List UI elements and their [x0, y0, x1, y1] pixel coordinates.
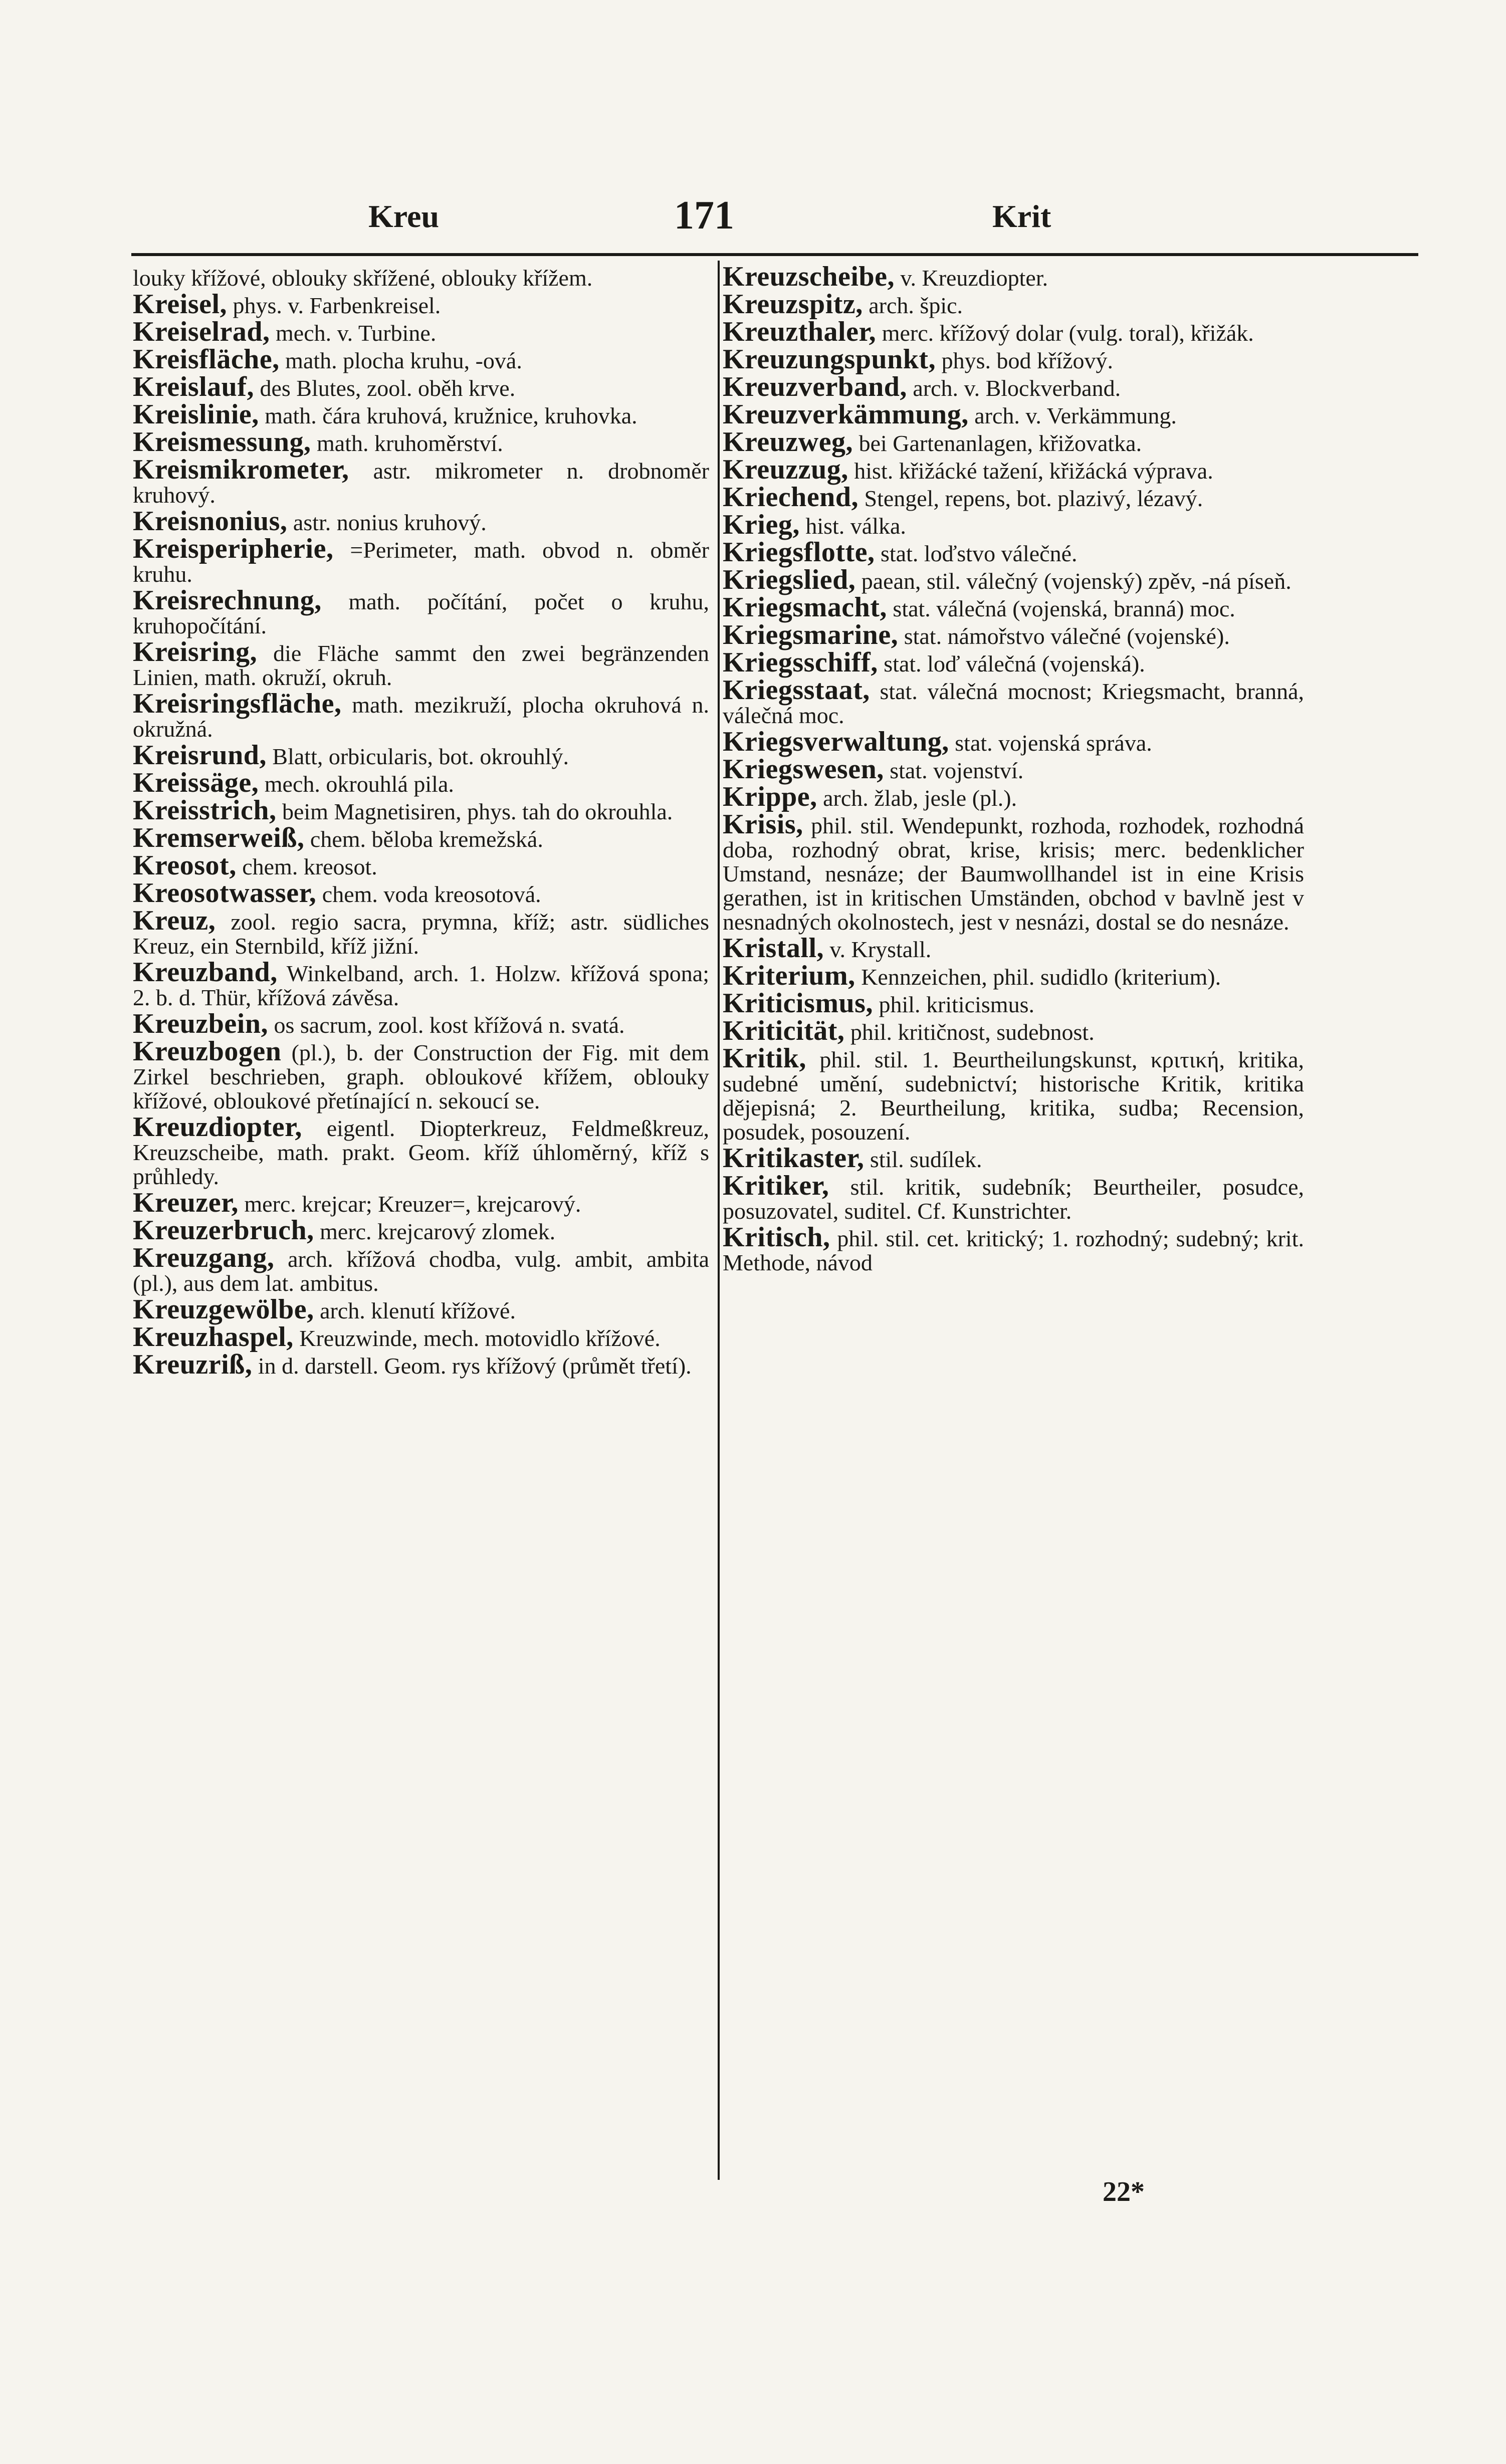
entry-headword: Kriechend, [723, 482, 858, 513]
entry-definition: arch. klenutí křížové. [320, 1298, 516, 1323]
dictionary-entry [133, 1242, 710, 1296]
entry-headword: Kriegsflotte, [723, 537, 875, 568]
entry-headword: Kreuzgewölbe, [133, 1294, 314, 1325]
entry-headword: Kreuzthaler, [723, 316, 877, 347]
dictionary-entry [133, 506, 709, 537]
entry-definition: merc. krejcarový zlomek. [320, 1219, 556, 1244]
dictionary-entry [723, 399, 1304, 430]
entry-headword: Kritiker, [723, 1170, 829, 1201]
dictionary-entry [133, 585, 709, 638]
entry-definition: math. plocha kruhu, -ová. [285, 348, 522, 373]
dictionary-entry [723, 675, 1305, 728]
header-rule [131, 253, 1418, 256]
entry-definition: in d. darstell. Geom. rys křížový (průmět třetí). [258, 1353, 692, 1379]
dictionary-entry [723, 933, 1304, 964]
entry-definition: arch. žlab, jesle (pl.). [823, 785, 1017, 811]
dictionary-entry [133, 265, 709, 290]
entry-definition: die Fläche sammt den zwei begränzenden Linien, math. okruží, okruh. [133, 640, 710, 690]
entry-headword: Kriegsmacht, [723, 592, 887, 623]
entry-definition: Blatt, orbicularis, bot. okrouhlý. [272, 744, 569, 769]
entry-definition: stat. válečná mocnost; Kriegsmacht, branná, válečná moc. [723, 679, 1305, 728]
dictionary-entry [133, 1349, 709, 1380]
entry-headword: Kreuzungspunkt, [723, 344, 936, 375]
entry-definition: Stengel, repens, bot. plazivý, lézavý. [864, 486, 1203, 511]
running-head-right: Krit [992, 198, 1051, 234]
entry-headword: Kreisel, [133, 289, 228, 320]
dictionary-entry [133, 740, 709, 771]
entry-definition: bei Gartenanlagen, křižovatka. [858, 430, 1142, 456]
entry-definition: Kennzeichen, phil. sudidlo (kriterium). [861, 964, 1221, 990]
dictionary-entry [133, 399, 709, 430]
entry-definition: phil. stil. Wendepunkt, rozhoda, rozhodek, rozhodná doba, rozhodný obrat, krise, krisis; merc. bedenklicher Umstand, nesnáze; der Baumwollhandel ist in eine Krisis gerathen, ist in kritischen Umständen, obchod v bavlně jest v nesnadných okolnostech, jest v nesnázi, dostal se do nesnáze. [723, 813, 1304, 935]
entry-headword: Kreuzdiopter, [133, 1111, 302, 1143]
entry-headword: Kreisperipherie, [133, 533, 334, 564]
dictionary-entry [723, 509, 1304, 540]
entry-headword: Kreuzweg, [723, 426, 853, 458]
dictionary-entry [723, 1015, 1304, 1046]
entry-definition: paean, stil. válečný (vojenský) zpěv, -ná píseň. [861, 568, 1292, 594]
entry-headword: Kriticität, [723, 1015, 845, 1046]
entry-headword: Kreuz, [133, 905, 216, 936]
entry-definition: Winkelband, arch. 1. Holzw. křížová spona; 2. b. d. Thür, křížová závěsa. [133, 961, 709, 1010]
entry-definition: stat. loď válečná (vojenská). [884, 651, 1145, 677]
dictionary-entry [723, 344, 1304, 375]
dictionary-entry [723, 316, 1304, 347]
running-head-left: Kreu [368, 198, 440, 234]
entry-headword: Kreissäge, [133, 767, 259, 798]
entry-definition: des Blutes, zool. oběh krve. [260, 375, 516, 401]
entry-headword: Kreuzverband, [723, 371, 907, 402]
dictionary-entry [723, 619, 1304, 650]
dictionary-entry [723, 1043, 1305, 1145]
dictionary-entry [133, 1036, 710, 1113]
entry-definition: astr. mikrometer n. drobnoměr kruhový. [133, 458, 709, 508]
left-column [133, 265, 709, 1380]
dictionary-entry [723, 564, 1304, 595]
dictionary-entry [133, 371, 709, 402]
entry-definition: phil. stil. 1. Beurtheilungskunst, κριτική, kritika, sudebné umění, sudebnictví; historische Kritik, kritika dějepisná; 2. Beurtheilung, kritika, sudba; Recension, posudek, posouzení. [723, 1047, 1305, 1145]
entry-headword: Kreuzband, [133, 957, 278, 988]
dictionary-entry [133, 533, 710, 587]
entry-definition: (pl.), b. der Construction der Fig. mit dem Zirkel beschrieben, graph. obloukové křížem, oblouky křížové, obloukové přetínající n. sekoucí se. [133, 1040, 710, 1113]
entry-definition: phys. v. Farbenkreisel. [233, 293, 441, 318]
dictionary-entry [723, 371, 1304, 402]
dictionary-entry [723, 647, 1304, 678]
dictionary-entry [133, 344, 709, 375]
entry-headword: Kreuzer, [133, 1187, 239, 1218]
entry-headword: Kristall, [723, 933, 824, 964]
entry-headword: Kreuzspitz, [723, 289, 863, 320]
dictionary-entry [133, 905, 709, 959]
entry-definition: stil. kritik, sudebník; Beurtheiler, posudce, posuzovatel, suditel. Cf. Kunstrichter. [723, 1174, 1304, 1224]
dictionary-entry [133, 636, 710, 690]
dictionary-entry [133, 1187, 709, 1218]
entry-headword: Kreuzgang, [133, 1242, 275, 1273]
entry-headword: Kreislinie, [133, 399, 259, 430]
entry-definition: os sacrum, zool. kost křížová n. svatá. [274, 1012, 625, 1038]
entry-definition: phil. kritičnost, sudebnost. [850, 1019, 1095, 1045]
entry-headword: Kritikaster, [723, 1143, 865, 1174]
entry-definition: math. mezikruží, plocha okruhová n. okružná. [133, 692, 709, 742]
entry-definition: stat. námořstvo válečné (vojenské). [904, 623, 1230, 649]
entry-definition: phys. bod křížový. [941, 348, 1113, 373]
dictionary-entry [723, 289, 1304, 320]
dictionary-entry [723, 482, 1304, 513]
entry-definition: arch. v. Blockverband. [913, 375, 1121, 401]
entry-definition: phil. stil. cet. kritický; 1. rozhodný; sudebný; krit. Methode, návod [723, 1226, 1304, 1275]
entry-headword: Kritik, [723, 1043, 806, 1074]
dictionary-entry [723, 261, 1304, 292]
entry-definition: =Perimeter, math. obvod n. obměr kruhu. [133, 537, 710, 587]
entry-headword: Kreismikrometer, [133, 454, 349, 485]
dictionary-entry [723, 754, 1304, 785]
entry-headword: Kreuzriß, [133, 1349, 253, 1380]
entry-definition: hist. válka. [805, 513, 906, 539]
column-divider [718, 261, 720, 2180]
entry-headword: Kreismessung, [133, 426, 311, 458]
entry-definition: astr. nonius kruhový. [293, 510, 487, 535]
page-number: 171 [674, 193, 734, 238]
entry-headword: Kreisstrich, [133, 795, 277, 826]
dictionary-entry [133, 795, 709, 826]
dictionary-entry [133, 1008, 709, 1039]
entry-headword: Kriegslied, [723, 564, 856, 595]
entry-definition: chem. voda kreosotová. [322, 881, 541, 907]
dictionary-entry [133, 822, 709, 853]
entry-definition: merc. krejcar; Kreuzer=, krejcarový. [244, 1191, 581, 1217]
entry-headword: Kriegsverwaltung, [723, 726, 949, 757]
right-column [723, 261, 1305, 1277]
entry-definition: stil. sudílek. [870, 1147, 982, 1172]
entry-definition: arch. špic. [869, 293, 963, 318]
entry-headword: Krisis, [723, 809, 803, 840]
entry-headword: Kreosot, [133, 850, 237, 881]
dictionary-entry [723, 454, 1304, 485]
dictionary-entry [723, 592, 1304, 623]
dictionary-entry [133, 850, 709, 881]
dictionary-entry [723, 1143, 1304, 1174]
entry-headword: Kriegsmarine, [723, 619, 899, 650]
entry-headword: Kriticismus, [723, 988, 873, 1019]
dictionary-entry [133, 688, 709, 742]
entry-definition: beim Magnetisiren, phys. tah do okrouhla. [282, 799, 673, 824]
entry-headword: Kremserweiß, [133, 822, 305, 853]
dictionary-entry [723, 988, 1304, 1019]
entry-headword: Kreiselrad, [133, 316, 270, 347]
entry-headword: Kreisrund, [133, 740, 267, 771]
entry-definition: math. kruhoměrství. [317, 430, 503, 456]
signature-mark: 22* [1103, 2176, 1145, 2207]
entry-definition: stat. válečná (vojenská, branná) moc. [893, 596, 1235, 621]
entry-definition: stat. vojenská správa. [955, 730, 1152, 756]
entry-definition: merc. křížový dolar (vulg. toral), křižák. [882, 320, 1254, 346]
dictionary-entry [133, 316, 709, 347]
dictionary-entry [133, 289, 709, 320]
entry-headword: Kreuzbogen [133, 1036, 282, 1067]
dictionary-entry [723, 426, 1304, 458]
dictionary-entry [133, 1215, 709, 1246]
entry-definition: v. Kreuzdiopter. [900, 265, 1048, 291]
dictionary-entry [723, 537, 1304, 568]
entry-headword: Kritisch, [723, 1222, 830, 1253]
entry-definition: hist. křižácké tažení, křižácká výprava. [854, 458, 1213, 484]
entry-headword: Kreosotwasser, [133, 877, 317, 909]
dictionary-entry [723, 1170, 1304, 1224]
entry-headword: Kreisringsfläche, [133, 688, 342, 719]
entry-headword: Kriegswesen, [723, 754, 884, 785]
dictionary-entry [133, 877, 709, 909]
entry-headword: Kreislauf, [133, 371, 254, 402]
entry-headword: Kreuzerbruch, [133, 1215, 314, 1246]
entry-headword: Kreisfläche, [133, 344, 280, 375]
dictionary-entry [133, 426, 709, 458]
entry-definition: stat. vojenství. [890, 758, 1024, 783]
entry-headword: Kreuzverkämmung, [723, 399, 969, 430]
entry-definition: arch. křížová chodba, vulg. ambit, ambita (pl.), aus dem lat. ambitus. [133, 1246, 710, 1296]
entry-definition: arch. v. Verkämmung. [974, 403, 1177, 428]
entry-definition: louky křížové, oblouky skřížené, oblouky křížem. [133, 265, 593, 291]
entry-definition: math. počítání, počet o kruhu, kruhopočítání. [133, 589, 709, 638]
entry-headword: Kreisring, [133, 636, 258, 667]
entry-definition: mech. v. Turbine. [276, 320, 437, 346]
entry-definition: phil. kriticismus. [879, 992, 1034, 1017]
entry-definition: v. Krystall. [829, 937, 932, 962]
dictionary-entry [723, 781, 1304, 812]
entry-headword: Kreisrechnung, [133, 585, 322, 616]
entry-definition: eigentl. Diopterkreuz, Feldmeßkreuz, Kreuzscheibe, math. prakt. Geom. kříž úhloměrný, kříž s průhledy. [133, 1115, 709, 1189]
entry-definition: math. čára kruhová, kružnice, kruhovka. [265, 403, 637, 428]
entry-definition: chem. kreosot. [242, 854, 377, 879]
dictionary-entry [133, 1294, 709, 1325]
dictionary-entry [133, 1111, 709, 1189]
entry-definition: mech. okrouhlá pila. [264, 771, 454, 797]
dictionary-entry [723, 960, 1304, 991]
entry-headword: Kriegsschiff, [723, 647, 878, 678]
entry-headword: Kriegsstaat, [723, 675, 870, 706]
entry-headword: Kreuzscheibe, [723, 261, 895, 292]
entry-definition: stat. loďstvo válečné. [880, 541, 1078, 566]
entry-headword: Kreuzbein, [133, 1008, 268, 1039]
dictionary-entry [133, 454, 709, 508]
entry-definition: Kreuzwinde, mech. motovidlo křížové. [299, 1325, 661, 1351]
dictionary-entry [723, 726, 1304, 757]
dictionary-entry [723, 1222, 1304, 1275]
entry-headword: Kreuzzug, [723, 454, 848, 485]
entry-headword: Kreuzhaspel, [133, 1321, 294, 1353]
dictionary-entry [133, 767, 709, 798]
dictionary-entry [723, 809, 1304, 935]
entry-headword: Kreisnonius, [133, 506, 288, 537]
entry-headword: Krippe, [723, 781, 817, 812]
entry-headword: Krieg, [723, 509, 800, 540]
entry-definition: chem. běloba kremežská. [310, 826, 543, 852]
dictionary-entry [133, 957, 709, 1010]
entry-definition: zool. regio sacra, prymna, kříž; astr. südliches Kreuz, ein Sternbild, kříž jižní. [133, 909, 709, 959]
entry-headword: Kriterium, [723, 960, 855, 991]
dictionary-entry [133, 1321, 709, 1353]
